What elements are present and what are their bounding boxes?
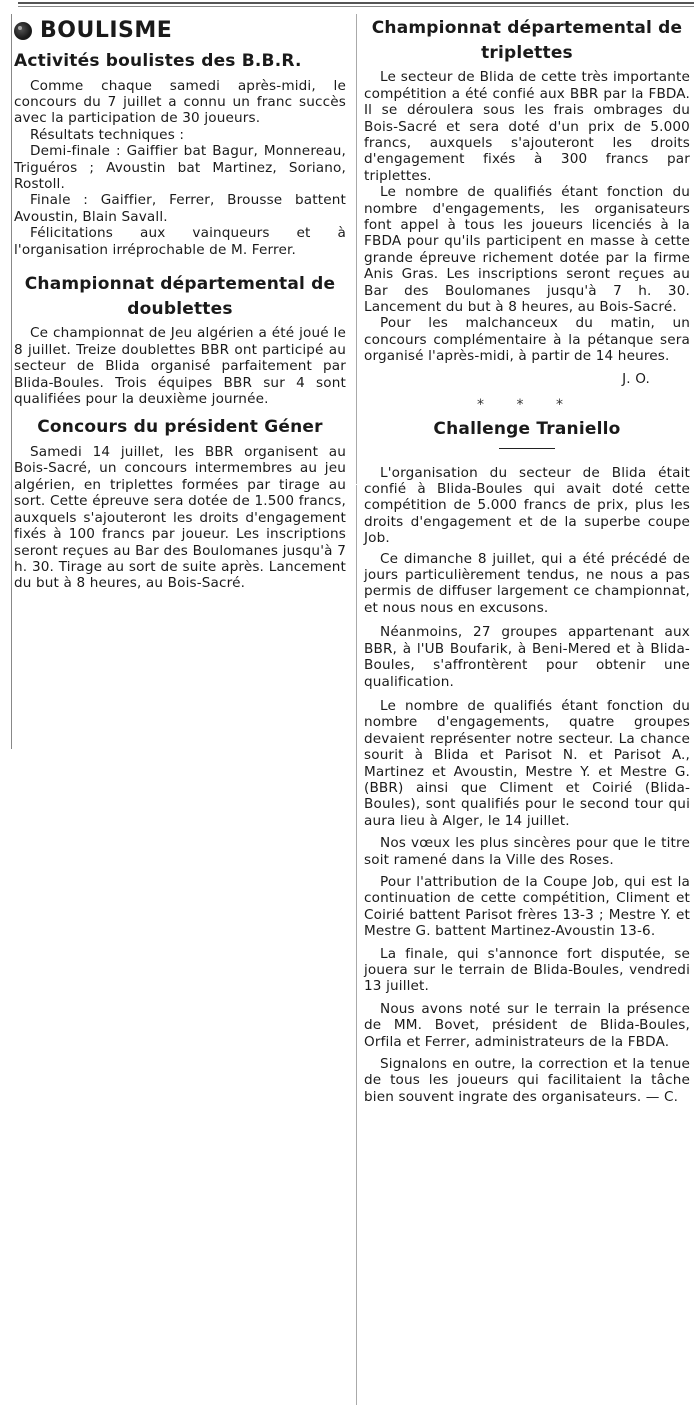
section-title-text: BOULISME — [40, 18, 173, 43]
article-triplettes — [364, 16, 690, 387]
section-separator: * * * — [477, 397, 577, 413]
article-paragraph: La finale, qui s'annonce fort disputée, se jouera sur le terrain de Blida-Boules, vendredi 13 juillet. — [364, 945, 690, 995]
article-activites — [14, 49, 346, 258]
article-paragraph: Nous avons noté sur le terrain la présence de MM. Bovet, président de Blida-Boules, Orfila et Ferrer, administrateurs de la FBDA. — [364, 1000, 690, 1050]
article-paragraph: Ce dimanche 8 juillet, qui a été précédé de jours particulièrement tendus, ne nous a pas permis de diffuser largement ce championnat, et nous nous en excusons. — [364, 550, 690, 616]
top-rule-thin — [18, 6, 694, 7]
title-underline — [499, 448, 555, 449]
left-column — [14, 18, 346, 592]
article-paragraph: Le nombre de qualifiés étant fonction du nombre d'engagements, quatre groupes devaient représenter notre secteur. La chance sourit à Blida et Parisot N. et Parisot A., Martinez et Avoustin, Mestre Y. et Mestre G. (BBR) ainsi que Climent et Coirié (Blida-Boules), sont qualifiés pour le second tour qui aura lieu à Alger, le 14 juillet. — [364, 697, 690, 829]
article-paragraph: Pour les malchanceux du matin, un concours complémentaire à la pétanque sera organisé l'après-midi, à partir de 14 heures. — [364, 315, 690, 365]
article-paragraph: Comme chaque samedi après-midi, le concours du 7 juillet a connu un franc succès avec la participation de 30 joueurs. — [14, 77, 346, 127]
article-title: Concours du président Géner — [37, 417, 323, 438]
left-column-rule — [11, 14, 12, 749]
article-paragraph: Demi-finale : Gaiffier bat Bagur, Monnereau, Triguéros ; Avoustin bat Martinez, Soriano, Rostoll. — [14, 143, 346, 193]
article-paragraph: Pour l'attribution de la Coupe Job, qui est la continuation de cette compétition, Climent et Coirié battent Parisot frères 13-3 ; Mestre Y. et Mestre G. battent Martinez-Avoustin 13-6. — [364, 873, 690, 940]
article-paragraph: Le secteur de Blida de cette très importante compétition a été confié aux BBR par la FBDA. Il se déroulera sous les frais ombrages du Bois-Sacré et sera doté d'un prix de 5.000 francs, auxquels s'ajouteront les droits d'engagement fixés à 300 francs par triplettes. — [364, 69, 690, 184]
article-paragraph: Félicitations aux vainqueurs et à l'organisation irréprochable de M. Ferrer. — [14, 225, 346, 258]
article-paragraph: Finale : Gaiffier, Ferrer, Brousse battent Avoustin, Blain Savall. — [14, 192, 346, 225]
article-title: Activités boulistes des B.B.R. — [14, 51, 302, 71]
article-title: Challenge Traniello — [433, 419, 621, 439]
article-paragraph: Signalons en outre, la correction et la tenue de tous les joueurs qui facilitaient la tâche bien souvent ingrate des organisateurs. — C. — [364, 1056, 690, 1105]
article-paragraph: Samedi 14 juillet, les BBR organisent au Bois-Sacré, un concours intermembres au jeu algérien, en triplettes formées par tirage au sort. Cette épreuve sera dotée de 1.500 francs, auxquels s'ajouteront les droits d'engagement fixés à 100 francs par joueur. Les inscriptions seront reçues au Bar des Boulomanes jusqu'à 7 h. 30. Tirage au sort de suite après. Lancement du but à 8 heures, au Bois-Sacré. — [14, 444, 346, 592]
article-title: Championnat départemental de doublettes — [24, 274, 336, 319]
article-concours-president — [14, 415, 346, 591]
column-divider-bottom — [356, 485, 357, 1405]
article-paragraph: Résultats techniques : — [30, 126, 185, 143]
article-challenge-traniello — [364, 417, 690, 1105]
article-paragraph: Nos vœux les plus sincères pour que le titre soit ramené dans la Ville des Roses. — [364, 835, 690, 868]
article-title: Championnat départemental de triplettes — [371, 18, 683, 63]
article-doublettes — [14, 272, 346, 407]
article-paragraph: Néanmoins, 27 groupes appartenant aux BBR, à l'UB Boufarik, à Beni-Mered et à Blida-Boules, s'affrontèrent pour obtenir une qualification. — [364, 624, 690, 690]
article-paragraph: Le nombre de qualifiés étant fonction du nombre d'engagements, les organisateurs font appel à tous les joueurs licenciés à la FBDA pour qu'ils participent en masse à cette grande épreuve richement dotée par la firme Anis Gras. Les inscriptions seront reçues au Bar des Boulomanes jusqu'à 7 h. 30. Lancement du but à 8 heures, au Bois-Sacré. — [364, 184, 690, 315]
top-rule — [18, 2, 694, 4]
section-title — [14, 18, 346, 43]
column-divider-top — [356, 14, 357, 484]
article-paragraph: Ce championnat de Jeu algérien a été joué le 8 juillet. Treize doublettes BBR ont participé au secteur de Blida organisé parfaitement par Blida-Boules. Trois équipes BBR sur 4 sont qualifiées pour la deuxième journée. — [14, 325, 346, 408]
article-signature: J. O. — [622, 370, 650, 387]
article-paragraph: L'organisation du secteur de Blida était confié à Blida-Boules qui avait doté cette compétition de 5.000 francs de prix, plus les droits d'engagement et de la superbe coupe Job. — [364, 464, 690, 547]
right-column — [364, 16, 690, 1105]
bullet-icon — [14, 22, 32, 40]
